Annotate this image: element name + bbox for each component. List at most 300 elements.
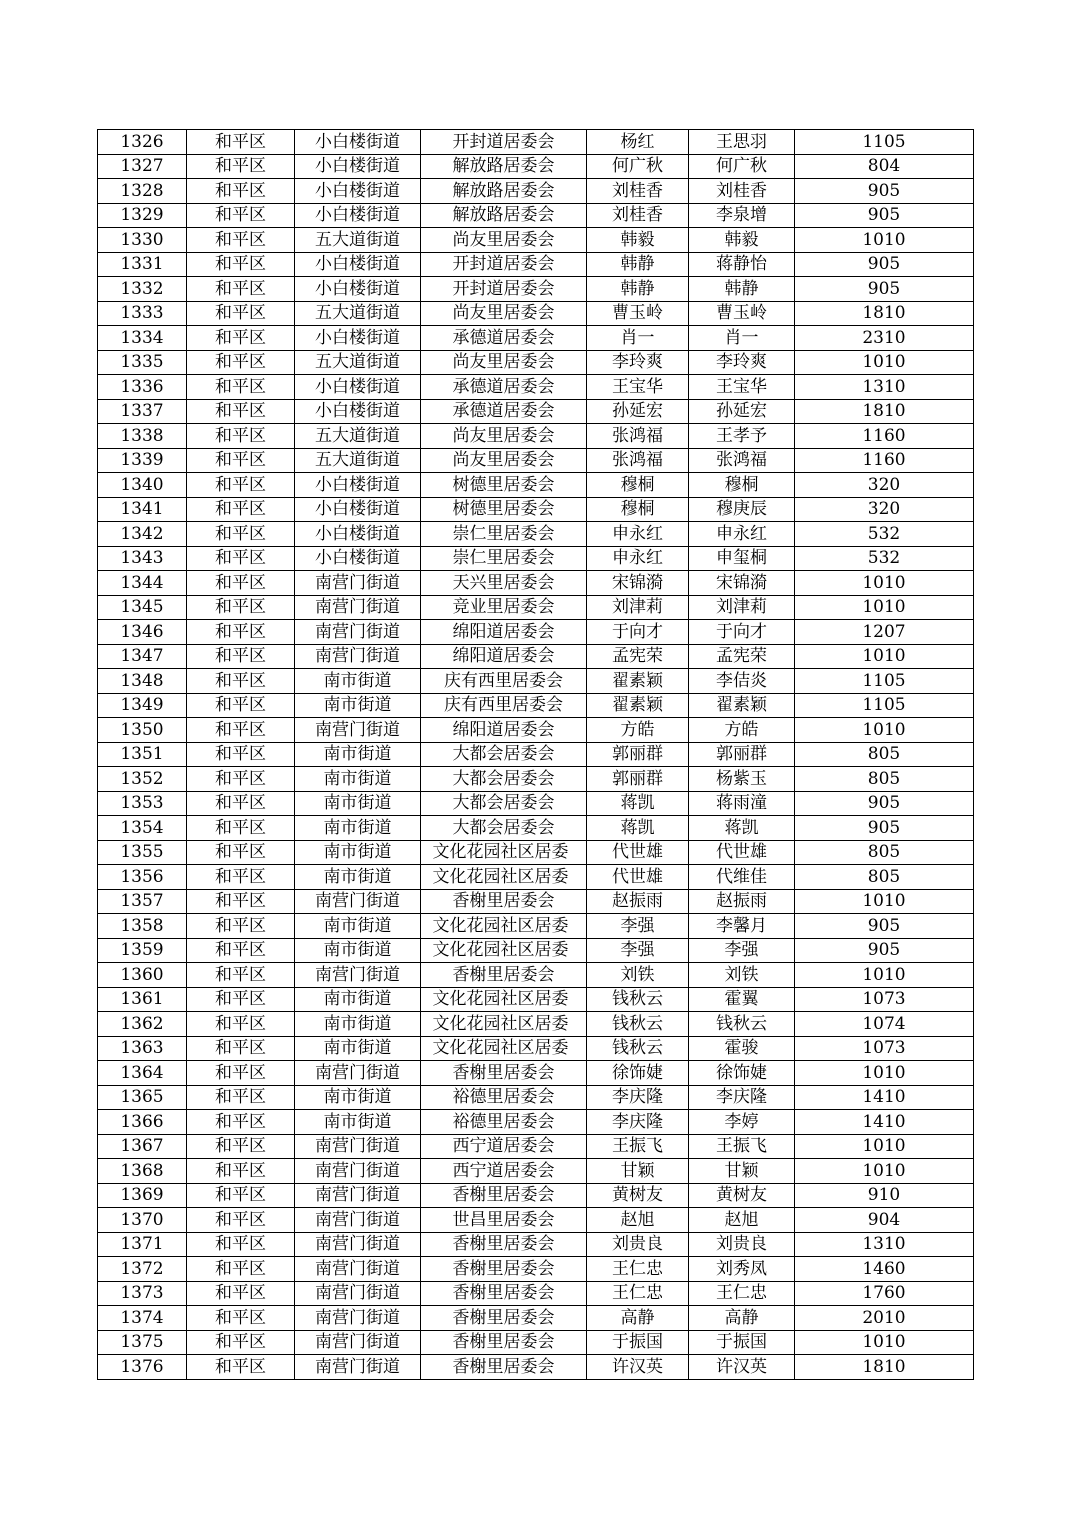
table-row	[98, 203, 974, 228]
district-cell: 和平区	[187, 473, 295, 498]
street-cell: 小白楼街道	[295, 375, 421, 400]
amount-cell: 905	[795, 179, 974, 204]
street-cell: 小白楼街道	[295, 130, 421, 155]
applicant-cell: 宋锦漪	[587, 571, 689, 596]
committee-cell: 文化花园社区居委	[421, 987, 587, 1012]
street-cell: 小白楼街道	[295, 252, 421, 277]
serial-number-cell: 1348	[98, 669, 187, 694]
committee-cell: 西宁道居委会	[421, 1134, 587, 1159]
member-cell: 郭丽群	[689, 742, 795, 767]
street-cell: 南市街道	[295, 767, 421, 792]
serial-number-cell: 1343	[98, 546, 187, 571]
amount-cell: 1160	[795, 424, 974, 449]
committee-cell: 竞业里居委会	[421, 595, 587, 620]
applicant-cell: 张鸿福	[587, 448, 689, 473]
member-cell: 韩静	[689, 277, 795, 302]
table-row	[98, 620, 974, 645]
amount-cell: 905	[795, 277, 974, 302]
committee-cell: 天兴里居委会	[421, 571, 587, 596]
applicant-cell: 翟素颖	[587, 669, 689, 694]
applicant-cell: 黄树友	[587, 1183, 689, 1208]
table-row	[98, 326, 974, 351]
committee-cell: 文化花园社区居委	[421, 938, 587, 963]
street-cell: 南市街道	[295, 1012, 421, 1037]
amount-cell: 320	[795, 497, 974, 522]
table-row	[98, 228, 974, 253]
committee-cell: 开封道居委会	[421, 130, 587, 155]
member-cell: 蒋静怡	[689, 252, 795, 277]
street-cell: 小白楼街道	[295, 277, 421, 302]
amount-cell: 532	[795, 522, 974, 547]
serial-number-cell: 1373	[98, 1281, 187, 1306]
district-cell: 和平区	[187, 350, 295, 375]
applicant-cell: 刘桂香	[587, 203, 689, 228]
amount-cell: 905	[795, 252, 974, 277]
committee-cell: 香榭里居委会	[421, 1306, 587, 1331]
member-cell: 韩毅	[689, 228, 795, 253]
applicant-cell: 钱秋云	[587, 987, 689, 1012]
district-cell: 和平区	[187, 620, 295, 645]
committee-cell: 香榭里居委会	[421, 1330, 587, 1355]
amount-cell: 1010	[795, 963, 974, 988]
district-cell: 和平区	[187, 595, 295, 620]
amount-cell: 1010	[795, 228, 974, 253]
committee-cell: 尚友里居委会	[421, 301, 587, 326]
committee-cell: 尚友里居委会	[421, 424, 587, 449]
district-cell: 和平区	[187, 1085, 295, 1110]
amount-cell: 1010	[795, 571, 974, 596]
table-row	[98, 399, 974, 424]
committee-cell: 香榭里居委会	[421, 1183, 587, 1208]
serial-number-cell: 1366	[98, 1110, 187, 1135]
district-cell: 和平区	[187, 375, 295, 400]
serial-number-cell: 1335	[98, 350, 187, 375]
applicant-cell: 孙延宏	[587, 399, 689, 424]
applicant-cell: 徐饰婕	[587, 1061, 689, 1086]
committee-cell: 开封道居委会	[421, 277, 587, 302]
committee-cell: 文化花园社区居委	[421, 914, 587, 939]
district-cell: 和平区	[187, 644, 295, 669]
member-cell: 何广秋	[689, 154, 795, 179]
applicant-cell: 赵振雨	[587, 889, 689, 914]
street-cell: 南营门街道	[295, 963, 421, 988]
table-row	[98, 1061, 974, 1086]
street-cell: 南营门街道	[295, 1232, 421, 1257]
applicant-cell: 郭丽群	[587, 742, 689, 767]
member-cell: 于向才	[689, 620, 795, 645]
amount-cell: 1460	[795, 1257, 974, 1282]
street-cell: 南营门街道	[295, 1061, 421, 1086]
street-cell: 小白楼街道	[295, 399, 421, 424]
table-row	[98, 840, 974, 865]
district-cell: 和平区	[187, 1134, 295, 1159]
committee-cell: 文化花园社区居委	[421, 1012, 587, 1037]
amount-cell: 1010	[795, 595, 974, 620]
street-cell: 南市街道	[295, 742, 421, 767]
committee-cell: 裕德里居委会	[421, 1110, 587, 1135]
street-cell: 五大道街道	[295, 301, 421, 326]
amount-cell: 805	[795, 742, 974, 767]
table-row	[98, 1330, 974, 1355]
table-row	[98, 375, 974, 400]
committee-cell: 文化花园社区居委	[421, 865, 587, 890]
table-row	[98, 252, 974, 277]
street-cell: 南市街道	[295, 1036, 421, 1061]
amount-cell: 320	[795, 473, 974, 498]
applicant-cell: 代世雄	[587, 840, 689, 865]
district-cell: 和平区	[187, 301, 295, 326]
table-row	[98, 448, 974, 473]
street-cell: 南市街道	[295, 840, 421, 865]
table-row	[98, 522, 974, 547]
committee-cell: 崇仁里居委会	[421, 546, 587, 571]
serial-number-cell: 1355	[98, 840, 187, 865]
district-cell: 和平区	[187, 1159, 295, 1184]
serial-number-cell: 1363	[98, 1036, 187, 1061]
committee-cell: 香榭里居委会	[421, 1281, 587, 1306]
amount-cell: 1105	[795, 693, 974, 718]
serial-number-cell: 1349	[98, 693, 187, 718]
applicant-cell: 杨红	[587, 130, 689, 155]
amount-cell: 805	[795, 767, 974, 792]
amount-cell: 805	[795, 840, 974, 865]
applicant-cell: 何广秋	[587, 154, 689, 179]
street-cell: 小白楼街道	[295, 326, 421, 351]
committee-cell: 庆有西里居委会	[421, 669, 587, 694]
street-cell: 南营门街道	[295, 1183, 421, 1208]
serial-number-cell: 1347	[98, 644, 187, 669]
serial-number-cell: 1330	[98, 228, 187, 253]
committee-cell: 大都会居委会	[421, 742, 587, 767]
district-cell: 和平区	[187, 1281, 295, 1306]
applicant-cell: 甘颖	[587, 1159, 689, 1184]
member-cell: 曹玉岭	[689, 301, 795, 326]
table-row	[98, 1036, 974, 1061]
serial-number-cell: 1332	[98, 277, 187, 302]
amount-cell: 1810	[795, 399, 974, 424]
serial-number-cell: 1350	[98, 718, 187, 743]
serial-number-cell: 1333	[98, 301, 187, 326]
district-cell: 和平区	[187, 277, 295, 302]
district-cell: 和平区	[187, 1208, 295, 1233]
applicant-cell: 方皓	[587, 718, 689, 743]
member-cell: 李玲爽	[689, 350, 795, 375]
member-cell: 张鸿福	[689, 448, 795, 473]
amount-cell: 804	[795, 154, 974, 179]
applicant-cell: 申永红	[587, 546, 689, 571]
member-cell: 刘铁	[689, 963, 795, 988]
table-row	[98, 914, 974, 939]
member-cell: 方皓	[689, 718, 795, 743]
applicant-cell: 于振国	[587, 1330, 689, 1355]
applicant-cell: 钱秋云	[587, 1012, 689, 1037]
amount-cell: 1160	[795, 448, 974, 473]
serial-number-cell: 1331	[98, 252, 187, 277]
committee-cell: 大都会居委会	[421, 791, 587, 816]
applicant-cell: 王宝华	[587, 375, 689, 400]
committee-cell: 绵阳道居委会	[421, 644, 587, 669]
serial-number-cell: 1334	[98, 326, 187, 351]
records-table-body	[98, 130, 974, 1380]
street-cell: 南市街道	[295, 938, 421, 963]
table-row	[98, 1355, 974, 1380]
table-row	[98, 1012, 974, 1037]
applicant-cell: 许汉英	[587, 1355, 689, 1380]
member-cell: 赵旭	[689, 1208, 795, 1233]
member-cell: 王振飞	[689, 1134, 795, 1159]
table-row	[98, 865, 974, 890]
district-cell: 和平区	[187, 669, 295, 694]
serial-number-cell: 1339	[98, 448, 187, 473]
applicant-cell: 孟宪荣	[587, 644, 689, 669]
table-row	[98, 1085, 974, 1110]
amount-cell: 1310	[795, 375, 974, 400]
street-cell: 小白楼街道	[295, 179, 421, 204]
street-cell: 南市街道	[295, 693, 421, 718]
street-cell: 南营门街道	[295, 889, 421, 914]
street-cell: 南市街道	[295, 1085, 421, 1110]
serial-number-cell: 1326	[98, 130, 187, 155]
street-cell: 南营门街道	[295, 1159, 421, 1184]
applicant-cell: 蒋凯	[587, 816, 689, 841]
street-cell: 南营门街道	[295, 1306, 421, 1331]
table-row	[98, 963, 974, 988]
serial-number-cell: 1370	[98, 1208, 187, 1233]
member-cell: 霍骏	[689, 1036, 795, 1061]
table-row	[98, 1110, 974, 1135]
member-cell: 申永红	[689, 522, 795, 547]
street-cell: 南市街道	[295, 914, 421, 939]
table-row	[98, 791, 974, 816]
applicant-cell: 韩毅	[587, 228, 689, 253]
applicant-cell: 韩静	[587, 277, 689, 302]
applicant-cell: 代世雄	[587, 865, 689, 890]
street-cell: 五大道街道	[295, 228, 421, 253]
street-cell: 五大道街道	[295, 350, 421, 375]
amount-cell: 1074	[795, 1012, 974, 1037]
serial-number-cell: 1327	[98, 154, 187, 179]
records-table	[97, 129, 974, 1380]
amount-cell: 1073	[795, 1036, 974, 1061]
amount-cell: 1207	[795, 620, 974, 645]
member-cell: 杨紫玉	[689, 767, 795, 792]
amount-cell: 532	[795, 546, 974, 571]
committee-cell: 大都会居委会	[421, 767, 587, 792]
serial-number-cell: 1357	[98, 889, 187, 914]
member-cell: 穆庚辰	[689, 497, 795, 522]
district-cell: 和平区	[187, 1110, 295, 1135]
data-sheet	[97, 129, 973, 1380]
amount-cell: 1010	[795, 1061, 974, 1086]
amount-cell: 1010	[795, 350, 974, 375]
table-row	[98, 571, 974, 596]
serial-number-cell: 1364	[98, 1061, 187, 1086]
serial-number-cell: 1344	[98, 571, 187, 596]
street-cell: 南营门街道	[295, 571, 421, 596]
committee-cell: 绵阳道居委会	[421, 620, 587, 645]
amount-cell: 1810	[795, 301, 974, 326]
applicant-cell: 申永红	[587, 522, 689, 547]
serial-number-cell: 1340	[98, 473, 187, 498]
member-cell: 于振国	[689, 1330, 795, 1355]
applicant-cell: 钱秋云	[587, 1036, 689, 1061]
table-row	[98, 742, 974, 767]
committee-cell: 世昌里居委会	[421, 1208, 587, 1233]
amount-cell: 1010	[795, 1159, 974, 1184]
serial-number-cell: 1361	[98, 987, 187, 1012]
applicant-cell: 曹玉岭	[587, 301, 689, 326]
street-cell: 南营门街道	[295, 1208, 421, 1233]
amount-cell: 1810	[795, 1355, 974, 1380]
district-cell: 和平区	[187, 522, 295, 547]
serial-number-cell: 1337	[98, 399, 187, 424]
table-row	[98, 424, 974, 449]
amount-cell: 1410	[795, 1110, 974, 1135]
street-cell: 南营门街道	[295, 1257, 421, 1282]
amount-cell: 904	[795, 1208, 974, 1233]
district-cell: 和平区	[187, 571, 295, 596]
applicant-cell: 翟素颖	[587, 693, 689, 718]
table-row	[98, 1134, 974, 1159]
serial-number-cell: 1365	[98, 1085, 187, 1110]
district-cell: 和平区	[187, 1012, 295, 1037]
serial-number-cell: 1342	[98, 522, 187, 547]
table-row	[98, 816, 974, 841]
street-cell: 南市街道	[295, 816, 421, 841]
serial-number-cell: 1329	[98, 203, 187, 228]
amount-cell: 1010	[795, 644, 974, 669]
member-cell: 翟素颖	[689, 693, 795, 718]
committee-cell: 尚友里居委会	[421, 448, 587, 473]
serial-number-cell: 1371	[98, 1232, 187, 1257]
committee-cell: 承德道居委会	[421, 326, 587, 351]
district-cell: 和平区	[187, 889, 295, 914]
serial-number-cell: 1359	[98, 938, 187, 963]
street-cell: 南营门街道	[295, 644, 421, 669]
street-cell: 南营门街道	[295, 1330, 421, 1355]
district-cell: 和平区	[187, 987, 295, 1012]
district-cell: 和平区	[187, 252, 295, 277]
applicant-cell: 郭丽群	[587, 767, 689, 792]
member-cell: 李佶炎	[689, 669, 795, 694]
table-row	[98, 1257, 974, 1282]
district-cell: 和平区	[187, 448, 295, 473]
serial-number-cell: 1338	[98, 424, 187, 449]
district-cell: 和平区	[187, 1061, 295, 1086]
district-cell: 和平区	[187, 1183, 295, 1208]
applicant-cell: 李玲爽	[587, 350, 689, 375]
committee-cell: 树德里居委会	[421, 473, 587, 498]
street-cell: 小白楼街道	[295, 203, 421, 228]
district-cell: 和平区	[187, 791, 295, 816]
applicant-cell: 赵旭	[587, 1208, 689, 1233]
applicant-cell: 李强	[587, 914, 689, 939]
applicant-cell: 肖一	[587, 326, 689, 351]
table-row	[98, 350, 974, 375]
applicant-cell: 张鸿福	[587, 424, 689, 449]
committee-cell: 文化花园社区居委	[421, 1036, 587, 1061]
amount-cell: 905	[795, 791, 974, 816]
member-cell: 刘秀凤	[689, 1257, 795, 1282]
district-cell: 和平区	[187, 154, 295, 179]
district-cell: 和平区	[187, 1330, 295, 1355]
member-cell: 黄树友	[689, 1183, 795, 1208]
serial-number-cell: 1375	[98, 1330, 187, 1355]
street-cell: 南市街道	[295, 865, 421, 890]
applicant-cell: 王振飞	[587, 1134, 689, 1159]
committee-cell: 承德道居委会	[421, 375, 587, 400]
street-cell: 南营门街道	[295, 595, 421, 620]
table-row	[98, 301, 974, 326]
district-cell: 和平区	[187, 424, 295, 449]
committee-cell: 香榭里居委会	[421, 1061, 587, 1086]
member-cell: 宋锦漪	[689, 571, 795, 596]
serial-number-cell: 1352	[98, 767, 187, 792]
member-cell: 赵振雨	[689, 889, 795, 914]
street-cell: 南市街道	[295, 987, 421, 1012]
committee-cell: 文化花园社区居委	[421, 840, 587, 865]
table-row	[98, 473, 974, 498]
member-cell: 孟宪荣	[689, 644, 795, 669]
street-cell: 小白楼街道	[295, 473, 421, 498]
amount-cell: 1105	[795, 669, 974, 694]
serial-number-cell: 1376	[98, 1355, 187, 1380]
applicant-cell: 王仁忠	[587, 1281, 689, 1306]
street-cell: 南营门街道	[295, 1281, 421, 1306]
applicant-cell: 刘桂香	[587, 179, 689, 204]
member-cell: 刘桂香	[689, 179, 795, 204]
amount-cell: 1073	[795, 987, 974, 1012]
member-cell: 代维佳	[689, 865, 795, 890]
district-cell: 和平区	[187, 179, 295, 204]
table-row	[98, 938, 974, 963]
member-cell: 王思羽	[689, 130, 795, 155]
table-row	[98, 1183, 974, 1208]
amount-cell: 2010	[795, 1306, 974, 1331]
committee-cell: 树德里居委会	[421, 497, 587, 522]
committee-cell: 香榭里居委会	[421, 963, 587, 988]
table-row	[98, 277, 974, 302]
amount-cell: 1310	[795, 1232, 974, 1257]
serial-number-cell: 1341	[98, 497, 187, 522]
member-cell: 申玺桐	[689, 546, 795, 571]
member-cell: 甘颖	[689, 1159, 795, 1184]
street-cell: 小白楼街道	[295, 154, 421, 179]
member-cell: 李泉增	[689, 203, 795, 228]
table-row	[98, 1281, 974, 1306]
member-cell: 许汉英	[689, 1355, 795, 1380]
committee-cell: 承德道居委会	[421, 399, 587, 424]
serial-number-cell: 1367	[98, 1134, 187, 1159]
district-cell: 和平区	[187, 326, 295, 351]
applicant-cell: 王仁忠	[587, 1257, 689, 1282]
district-cell: 和平区	[187, 840, 295, 865]
serial-number-cell: 1369	[98, 1183, 187, 1208]
amount-cell: 1410	[795, 1085, 974, 1110]
table-row	[98, 693, 974, 718]
serial-number-cell: 1353	[98, 791, 187, 816]
district-cell: 和平区	[187, 1355, 295, 1380]
serial-number-cell: 1360	[98, 963, 187, 988]
serial-number-cell: 1372	[98, 1257, 187, 1282]
applicant-cell: 高静	[587, 1306, 689, 1331]
district-cell: 和平区	[187, 130, 295, 155]
applicant-cell: 刘铁	[587, 963, 689, 988]
member-cell: 王孝予	[689, 424, 795, 449]
serial-number-cell: 1362	[98, 1012, 187, 1037]
applicant-cell: 韩静	[587, 252, 689, 277]
member-cell: 王仁忠	[689, 1281, 795, 1306]
